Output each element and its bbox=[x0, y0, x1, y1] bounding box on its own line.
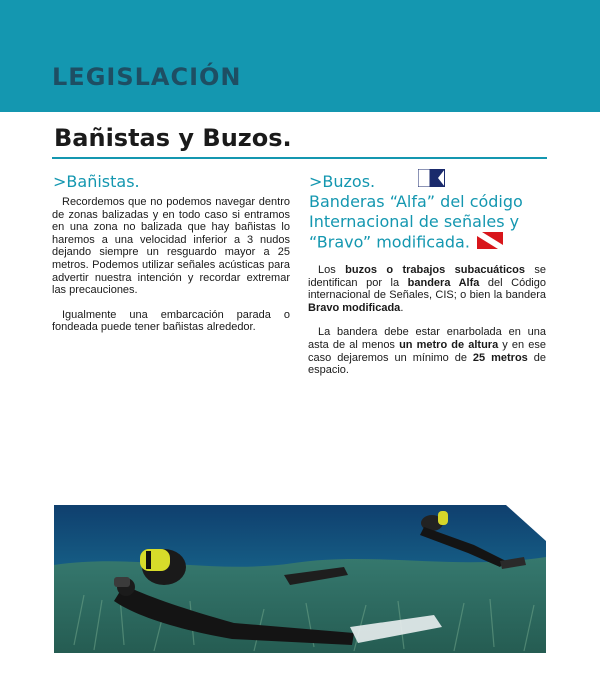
text-run: y en ese caso dejaremos un mínimo de bbox=[308, 338, 546, 364]
text-run: Los bbox=[318, 264, 346, 276]
buzos-body bbox=[308, 264, 546, 377]
page-title: Bañistas y Buzos. bbox=[54, 124, 292, 152]
text-run: de espacio. bbox=[308, 351, 546, 377]
banistas-body bbox=[52, 196, 290, 334]
bold-run: 25 metros bbox=[472, 351, 528, 364]
bold-run: Bravo modificada bbox=[308, 301, 401, 314]
banistas-paragraph-2: Igualmente una embarcación parada o fondeada puede tener bañistas alrededor. bbox=[52, 308, 290, 334]
buzos-paragraph-1 bbox=[308, 264, 546, 314]
title-divider bbox=[52, 157, 547, 159]
bold-run: un metro de altura bbox=[399, 338, 499, 351]
text-run: se identifican por la bbox=[308, 264, 546, 289]
text-run: La bandera debe estar enarbolada en una asta de al menos bbox=[308, 326, 546, 351]
section-title: LEGISLACIÓN bbox=[52, 63, 242, 91]
diver-down-flag-icon bbox=[477, 232, 503, 254]
banistas-heading: >Bañistas. bbox=[53, 172, 140, 191]
bold-run: buzos o trabajos subacuáticos bbox=[345, 264, 525, 276]
bold-run: bandera Alfa bbox=[407, 276, 480, 289]
header-banner bbox=[0, 0, 600, 112]
buzos-paragraph-2 bbox=[308, 326, 546, 376]
buzos-heading-block bbox=[309, 172, 555, 254]
buzos-subheading: Banderas “Alfa” del código Internacional de señales y “Bravo” modificada. bbox=[309, 192, 523, 252]
buzos-heading: >Buzos. bbox=[309, 172, 376, 191]
alfa-flag-icon bbox=[418, 169, 445, 192]
banistas-paragraph-1: Recordemos que no podemos navegar dentro de zonas balizadas y en todo caso si entramos en una zona no balizada que hay bañistas lo haremos a una velocidad inferior a 3 nudos dejando siempre un resguardo mayor a 25 metros. Podemos utilizar señales acústicas para advertir nuestra intención y recordar extremar las precauciones. bbox=[52, 196, 290, 297]
text-run: del Código internacional de Señales, CIS; o bien la bandera bbox=[308, 276, 546, 302]
divers-photo bbox=[54, 505, 546, 653]
text-run: . bbox=[400, 301, 404, 314]
